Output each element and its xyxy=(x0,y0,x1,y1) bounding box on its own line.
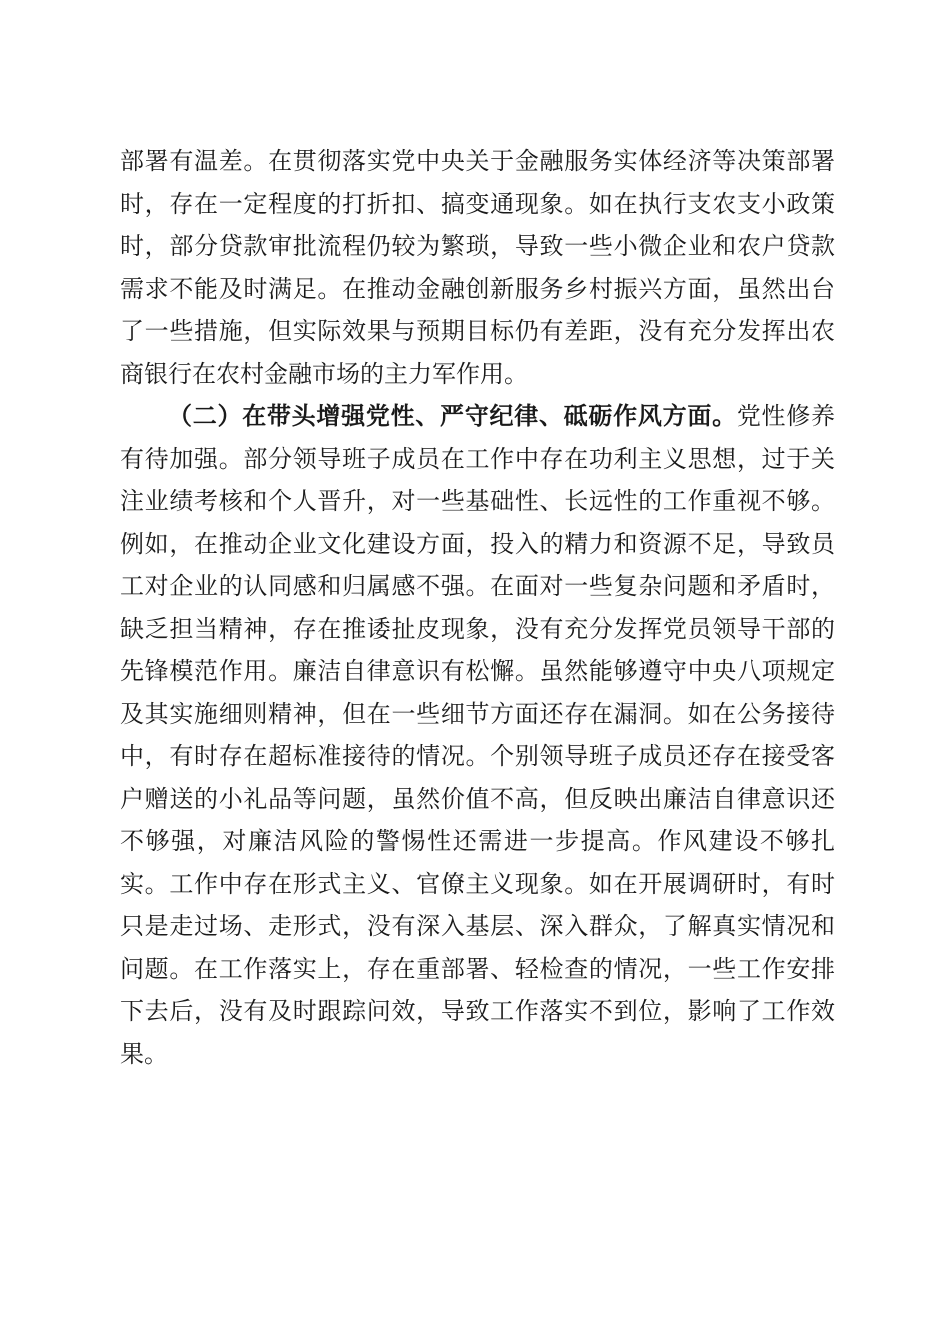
paragraph-continued: 部署有温差。在贯彻落实党中央关于金融服务实体经济等决策部署时，存在一定程度的打折扣、搞变通现象。如在执行支农支小政策时，部分贷款审批流程仍较为繁琐，导致一些小微企业和农户贷款需求不能及时满足。在推动金融创新服务乡村振兴方面，虽然出台了一些措施，但实际效果与预期目标仍有差距，没有充分发挥出农商银行在农村金融市场的主力军作用。 xyxy=(120,147,835,388)
section-heading: （二）在带头增强党性、严守纪律、砥砺作风方面。 xyxy=(168,402,737,430)
document-body xyxy=(120,140,835,1075)
paragraph-section-2 xyxy=(120,395,835,1075)
section-body: 党性修养有待加强。部分领导班子成员在工作中存在功利主义思想，过于关注业绩考核和个人晋升，对一些基础性、长远性的工作重视不够。例如，在推动企业文化建设方面，投入的精力和资源不足，导致员工对企业的认同感和归属感不强。在面对一些复杂问题和矛盾时，缺乏担当精神，存在推诿扯皮现象，没有充分发挥党员领导干部的先锋模范作用。廉洁自律意识有松懈。虽然能够遵守中央八项规定及其实施细则精神，但在一些细节方面还存在漏洞。如在公务接待中，有时存在超标准接待的情况。个别领导班子成员还存在接受客户赠送的小礼品等问题，虽然价值不高，但反映出廉洁自律意识还不够强，对廉洁风险的警惕性还需进一步提高。作风建设不够扎实。工作中存在形式主义、官僚主义现象。如在开展调研时，有时只是走过场、走形式，没有深入基层、深入群众，了解真实情况和问题。在工作落实上，存在重部署、轻检查的情况，一些工作安排下去后，没有及时跟踪问效，导致工作落实不到位，影响了工作效果。 xyxy=(120,402,836,1068)
